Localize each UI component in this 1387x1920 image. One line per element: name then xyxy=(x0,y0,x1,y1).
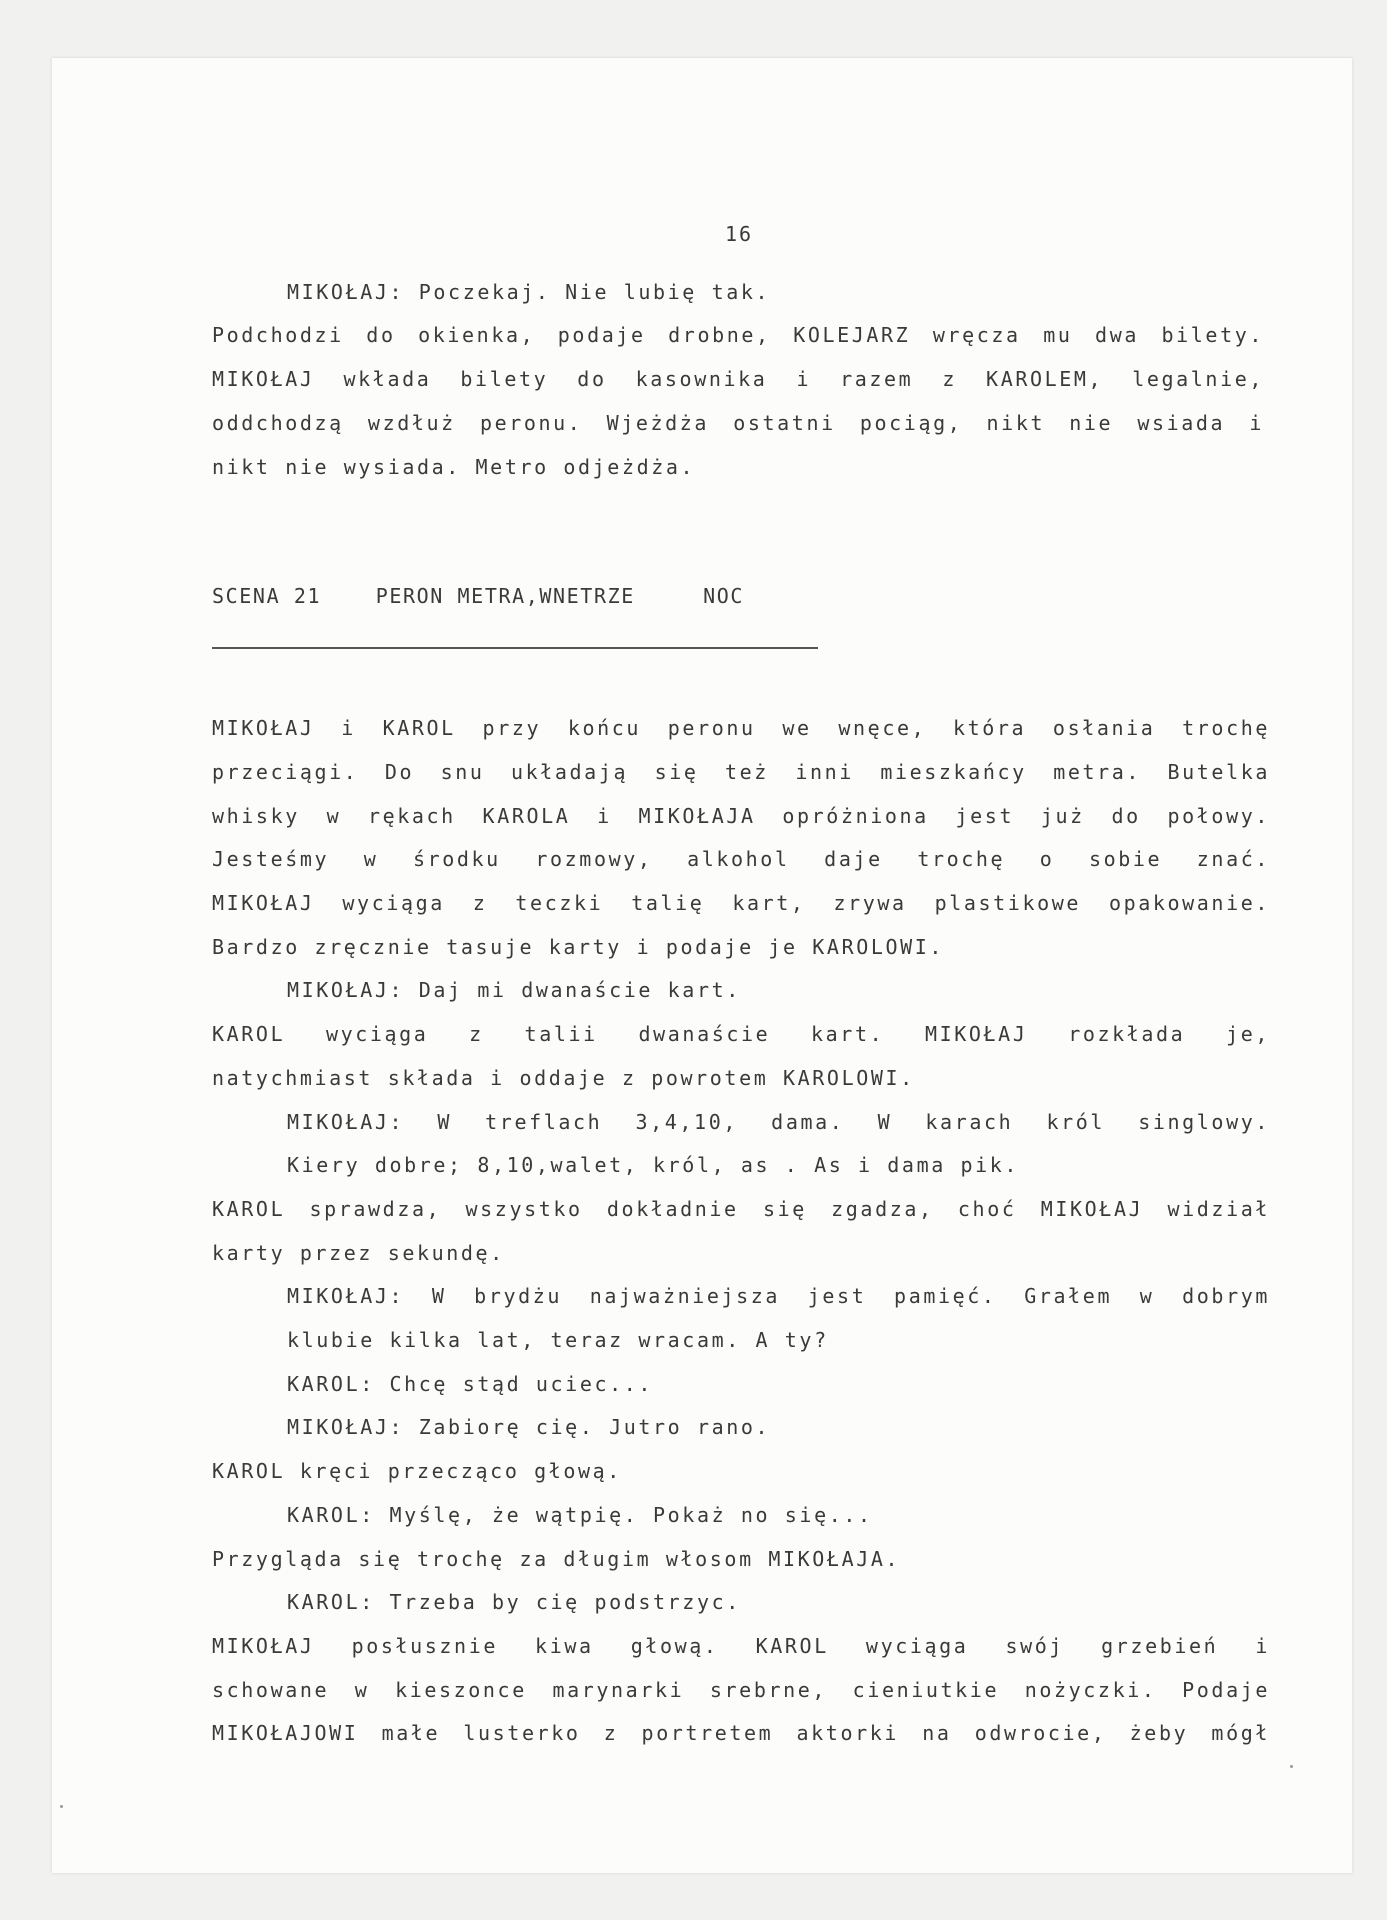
stage-direction-line: MIKOŁAJ wyciąga z teczki talię kart, zrywa plastikowe opakowanie. xyxy=(212,891,1270,915)
dialogue-line: klubie kilka lat, teraz wracam. A ty? xyxy=(287,1328,829,1352)
stage-direction-line: schowane w kieszonce marynarki srebrne, cieniutkie nożyczki. Podaje xyxy=(212,1678,1270,1702)
dialogue-line: KAROL: Trzeba by cię podstrzyc. xyxy=(287,1590,741,1614)
scene-heading-rule xyxy=(212,647,818,649)
dialogue-line: MIKOŁAJ: Daj mi dwanaście kart. xyxy=(287,978,741,1002)
stage-direction-line: KAROL sprawdza, wszystko dokładnie się zgadza, choć MIKOŁAJ widział xyxy=(212,1197,1270,1221)
dialogue-line: KAROL: Chcę stąd uciec... xyxy=(287,1372,654,1396)
dialogue-line: Kiery dobre; 8,10,walet, król, as . As i dama pik. xyxy=(287,1153,1020,1177)
stage-direction-line: MIKOŁAJOWI małe lusterko z portretem aktorki na odwrocie, żeby mógł xyxy=(212,1721,1270,1745)
scene-heading: SCENA 21 PERON METRA,WNETRZE NOC xyxy=(212,584,744,608)
stage-direction-line: karty przez sekundę. xyxy=(212,1241,505,1265)
stage-direction-line: MIKOŁAJ posłusznie kiwa głową. KAROL wyciąga swój grzebień i xyxy=(212,1634,1270,1658)
stage-direction-line: whisky w rękach KAROLA i MIKOŁAJA opróżniona jest już do połowy. xyxy=(212,804,1270,828)
page-number: 16 xyxy=(725,222,754,246)
dialogue-line: MIKOŁAJ: Zabiorę cię. Jutro rano. xyxy=(287,1415,771,1439)
stage-direction-line: MIKOŁAJ wkłada bilety do kasownika i razem z KAROLEM, legalnie, xyxy=(212,367,1264,391)
stage-direction-line: KAROL kręci przecząco głową. xyxy=(212,1459,622,1483)
paper-speck xyxy=(1290,1765,1293,1768)
dialogue-line: MIKOŁAJ: W treflach 3,4,10, dama. W karach król singlowy. xyxy=(287,1110,1270,1134)
dialogue-line: MIKOŁAJ: W brydżu najważniejsza jest pamięć. Grałem w dobrym xyxy=(287,1284,1270,1308)
stage-direction-line: natychmiast składa i oddaje z powrotem KAROLOWI. xyxy=(212,1066,915,1090)
stage-direction-line: KAROL wyciąga z talii dwanaście kart. MIKOŁAJ rozkłada je, xyxy=(212,1022,1270,1046)
stage-direction-line: nikt nie wysiada. Metro odjeżdża. xyxy=(212,455,696,479)
stage-direction-line: Jesteśmy w środku rozmowy, alkohol daje trochę o sobie znać. xyxy=(212,847,1270,871)
stage-direction-line: oddchodzą wzdłuż peronu. Wjeżdża ostatni pociąg, nikt nie wsiada i xyxy=(212,411,1264,435)
stage-direction-line: Bardzo zręcznie tasuje karty i podaje je KAROLOWI. xyxy=(212,935,945,959)
stage-direction-line: MIKOŁAJ i KAROL przy końcu peronu we wnęce, która osłania trochę xyxy=(212,716,1270,740)
stage-direction-line: Przygląda się trochę za długim włosom MIKOŁAJA. xyxy=(212,1547,901,1571)
dialogue-line: MIKOŁAJ: Poczekaj. Nie lubię tak. xyxy=(287,280,771,304)
paper-speck xyxy=(60,1805,63,1808)
dialogue-line: KAROL: Myślę, że wątpię. Pokaż no się... xyxy=(287,1503,873,1527)
stage-direction-line: przeciągi. Do snu układają się też inni mieszkańcy metra. Butelka xyxy=(212,760,1270,784)
stage-direction-line: Podchodzi do okienka, podaje drobne, KOLEJARZ wręcza mu dwa bilety. xyxy=(212,323,1264,347)
